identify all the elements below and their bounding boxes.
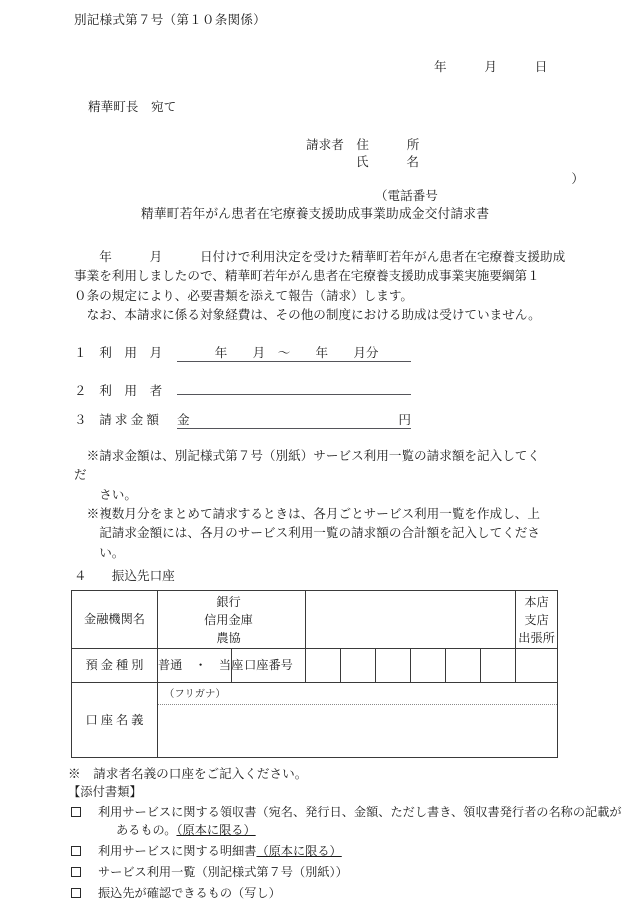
account-number-cell-6[interactable] — [481, 649, 516, 683]
body-paragraph — [74, 248, 566, 326]
requester-phone-label: （電話番号 — [374, 189, 438, 203]
attachment-1-line-2 — [98, 822, 578, 840]
note-2-line-2: 記請求金額には、各月のサービス利用一覧の請求額の合計額を記入してくださ — [74, 526, 540, 541]
body-line-3: ０条の規定により、必要書類を添えて報告（請求）します。 — [74, 288, 414, 303]
attachment-4-line-1: 振込先が確認できるもの（写し） — [98, 885, 281, 900]
deposit-type-options[interactable]: 普通 ・ 当座 — [158, 649, 232, 683]
account-number-label: 口座番号 — [232, 649, 306, 683]
item-claim-amount-prefix: 金 — [177, 413, 190, 427]
institution-kind-bank: 銀行 — [216, 594, 241, 609]
requester-name-label: 氏 名 — [356, 155, 419, 169]
addressee: 精華町長 宛て — [88, 100, 177, 114]
branch-kind-head-office: 本店 — [524, 594, 549, 609]
attachment-1-line-2-prefix: あるもの。 — [116, 822, 177, 837]
account-number-cell-7[interactable] — [516, 649, 558, 683]
item-user — [74, 379, 411, 398]
attachment-2-prefix: 利用サービスに関する明細書 — [98, 843, 257, 858]
checkbox-icon[interactable] — [71, 846, 81, 856]
deposit-type-label: 預 金 種 別 — [72, 649, 158, 683]
item-claim-amount-unit: 円 — [398, 413, 411, 427]
table-row-deposit-type — [72, 649, 558, 683]
checkbox-icon[interactable] — [71, 807, 81, 817]
item-user-label: ２ 利 用 者 — [74, 384, 163, 398]
item-claim-amount-field[interactable] — [177, 414, 411, 429]
checkbox-icon[interactable] — [71, 888, 81, 898]
attachments-heading: 【添付書類】 — [68, 785, 142, 799]
form-number: 別記様式第７号（第１０条関係） — [74, 13, 266, 27]
section-transfer-account-heading: ４ 振込先口座 — [74, 569, 175, 583]
account-name-value-cell — [158, 683, 558, 758]
requester-address-label: 請求者 住 所 — [306, 138, 420, 152]
list-item[interactable] — [68, 864, 578, 882]
note-1-line-2: だ — [74, 468, 87, 483]
table-note: ※ 請求者名義の口座をご記入ください。 — [68, 767, 308, 781]
institution-name-label: 金融機関名 — [72, 591, 158, 649]
table-row-institution — [72, 591, 558, 649]
body-line-1: 年 月 日付けで利用決定を受けた精華町若年がん患者在宅療養支援助成 — [74, 250, 566, 264]
requester-phone-row — [306, 171, 584, 203]
account-number-cell-2[interactable] — [341, 649, 376, 683]
attachment-text-4 — [98, 885, 578, 903]
account-name-label: 口 座 名 義 — [72, 683, 158, 758]
account-number-cell-5[interactable] — [446, 649, 481, 683]
attachments-list — [68, 804, 622, 906]
attachment-text-2 — [98, 843, 578, 861]
furigana-field[interactable]: （フリガナ） — [158, 684, 557, 705]
note-2-line-3: い。 — [74, 545, 125, 560]
item-usage-month-label: １ 利 用 月 — [74, 346, 163, 360]
checkbox-icon[interactable] — [71, 867, 81, 877]
body-line-2: 事業を利用しましたので、精華町若年がん患者在宅療養支援助成事業実施要綱第１ — [74, 269, 540, 284]
list-item[interactable] — [68, 804, 622, 839]
attachment-1-line-1: 利用サービスに関する領収書（宛名、発行日、金額、ただし書き、領収書発行者の名称の記載が — [98, 805, 622, 819]
branch-kind-options[interactable] — [516, 591, 558, 649]
list-item[interactable] — [68, 885, 578, 903]
institution-kind-options[interactable] — [158, 591, 306, 649]
requester-block — [306, 137, 584, 203]
attachment-text-3 — [98, 864, 578, 882]
account-number-cell-3[interactable] — [376, 649, 411, 683]
note-claim-amount — [74, 447, 564, 505]
note-multiple-months — [74, 505, 564, 563]
account-number-cell-4[interactable] — [411, 649, 446, 683]
note-2-line-1: ※複数月分をまとめて請求するときは、各月ごとサービス利用一覧を作成し、上 — [74, 507, 540, 521]
bank-account-table — [71, 590, 558, 758]
date-line: 年 月 日 — [434, 60, 548, 74]
institution-kind-nokyo: 農協 — [216, 630, 241, 645]
item-claim-amount — [74, 414, 411, 429]
item-user-field[interactable] — [177, 379, 411, 395]
body-line-4: なお、本請求に係る対象経費は、その他の制度における助成は受けていません。 — [74, 308, 541, 323]
page-title: 精華町若年がん患者在宅療養支援助成事業助成金交付請求書 — [140, 207, 490, 221]
item-usage-month — [74, 347, 411, 362]
table-row-account-name — [72, 683, 558, 758]
branch-kind-branch: 支店 — [524, 612, 549, 627]
account-name-field[interactable] — [158, 705, 557, 757]
institution-kind-shinkin: 信用金庫 — [204, 612, 253, 627]
account-number-cell-1[interactable] — [306, 649, 341, 683]
attachment-text-1 — [98, 804, 622, 839]
attachment-1-line-2-underlined: （原本に限る） — [176, 822, 256, 837]
attachment-3-line-1: サービス利用一覧（別記様式第７号（別紙）） — [98, 864, 348, 879]
item-usage-month-field[interactable]: 年 月 ～ 年 月分 — [177, 347, 411, 362]
attachment-2-line-1 — [98, 843, 578, 861]
item-claim-amount-label: ３ 請 求 金 額 — [74, 413, 160, 427]
attachment-2-underlined: （原本に限る） — [256, 843, 342, 858]
institution-name-input[interactable] — [306, 591, 516, 649]
branch-kind-sub-branch: 出張所 — [518, 630, 555, 645]
list-item[interactable] — [68, 843, 578, 861]
requester-phone-paren-close: ） — [571, 172, 584, 186]
note-1-line-3: さい。 — [74, 487, 137, 502]
note-1-line-1: ※請求金額は、別記様式第７号（別紙）サービス利用一覧の請求額を記入してく — [74, 449, 540, 463]
